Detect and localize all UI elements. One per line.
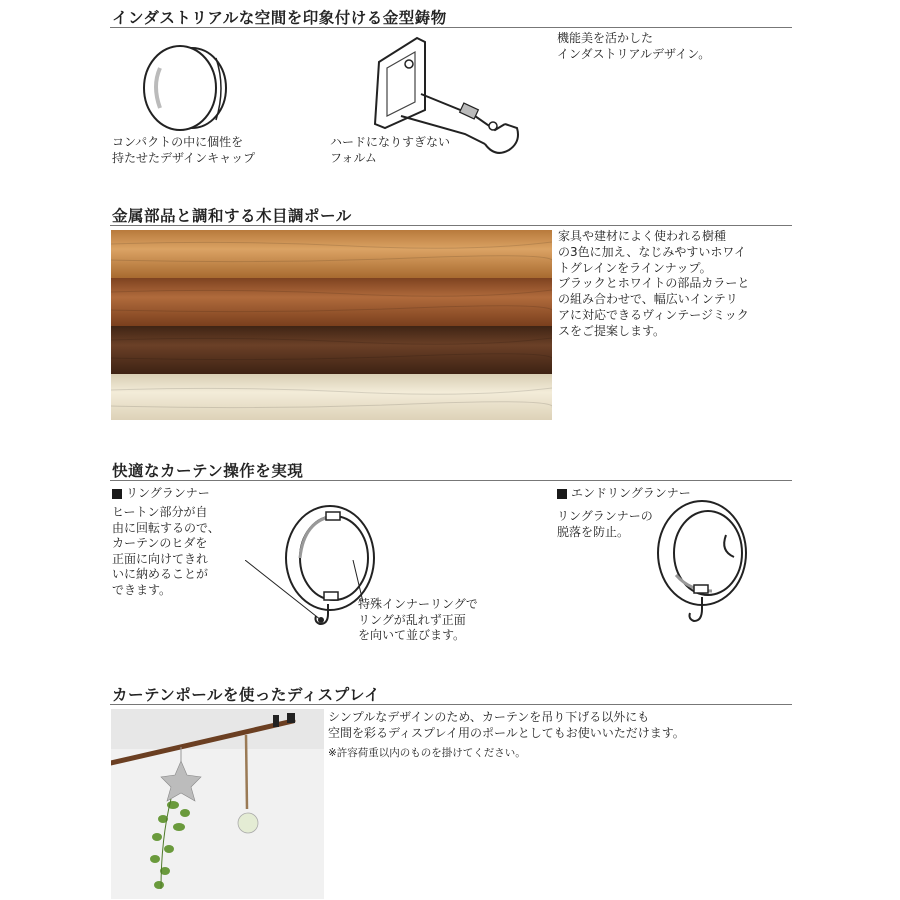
callout-leader-lines bbox=[245, 560, 365, 630]
load-capacity-note: ※許容荷重以内のものを掛けてください。 bbox=[328, 747, 526, 759]
inner-ring-callout: 特殊インナーリングで リングが乱れず正面 を向いて並びます。 bbox=[358, 597, 478, 642]
ring-runner-label: リングランナー bbox=[112, 486, 210, 501]
pole-swatch-dark-wood bbox=[111, 326, 552, 374]
section-title-operation: 快適なカーテン操作を実現 bbox=[112, 462, 304, 480]
display-description: シンプルなデザインのため、カーテンを吊り下げる以外にも 空間を彩るディスプレイ用のポールとしてもお使いいただけます。 bbox=[328, 710, 685, 740]
cast-description: 機能美を活かした インダストリアルデザイン。 bbox=[557, 31, 711, 61]
section-divider bbox=[110, 27, 792, 28]
ring-runner-description: ヒートン部分が自 由に回転するので、 カーテンのヒダを 正面に向けてきれ いに納めることが できます。 bbox=[112, 505, 220, 597]
end-ring-runner-description: リングランナーの 脱落を防止。 bbox=[557, 509, 653, 539]
design-cap-caption: コンパクトの中に個性を 持たせたデザインキャップ bbox=[112, 135, 256, 165]
design-cap-illustration bbox=[130, 38, 240, 134]
section-title-cast: インダストリアルな空間を印象付ける金型鋳物 bbox=[112, 9, 447, 27]
section-title-pole: 金属部品と調和する木目調ポール bbox=[112, 207, 352, 225]
pole-swatch-light-wood bbox=[111, 230, 552, 278]
pole-swatch-white-grain bbox=[111, 374, 552, 420]
end-ring-runner-illustration bbox=[650, 495, 760, 635]
section-divider bbox=[110, 480, 792, 481]
wood-grain-pole-swatches bbox=[111, 230, 552, 420]
end-ring-runner-label: エンドリングランナー bbox=[557, 486, 691, 501]
bracket-caption: ハードになりすぎない フォルム bbox=[330, 135, 451, 165]
pole-description: 家具や建材によく使われる樹種 の3色に加え、なじみやすいホワイ トグレインをラインナップ。 ブラックとホワイトの部品カラーと の組み合わせで、幅広いインテリ アに対応できるヴィンテージミック スをご提案します。 bbox=[558, 229, 750, 338]
pole-swatch-medium-wood bbox=[111, 278, 552, 326]
section-title-display: カーテンポールを使ったディスプレイ bbox=[112, 686, 381, 704]
display-example-photo bbox=[111, 709, 324, 899]
bullet-square-icon bbox=[557, 489, 567, 499]
section-divider bbox=[110, 704, 792, 705]
bullet-square-icon bbox=[112, 489, 122, 499]
section-divider bbox=[110, 225, 792, 226]
display-photo-scene bbox=[111, 709, 324, 899]
